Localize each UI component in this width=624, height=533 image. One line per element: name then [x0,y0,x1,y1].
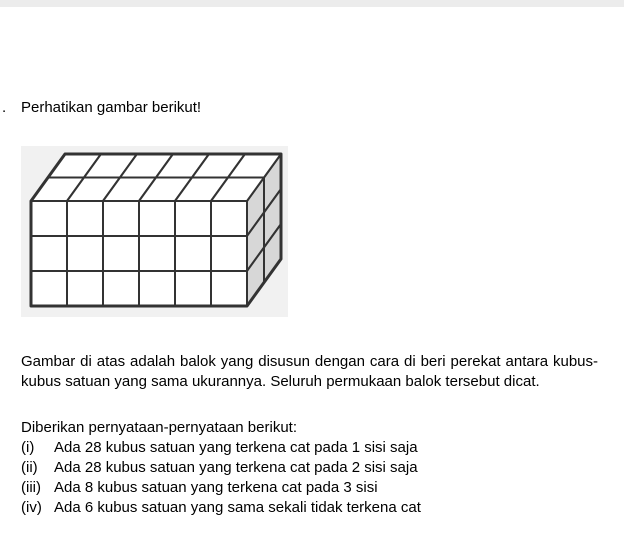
statements-intro: Diberikan pernyataan-pernyataan berikut: [21,419,297,436]
statement-item [21,438,601,458]
statement-text: Ada 28 kubus satuan yang terkena cat pada 1 sisi saja [54,439,418,456]
statement-marker: (i) [21,439,35,456]
balok-figure [21,146,288,317]
question-number-period: . [2,99,7,116]
balok-cuboid-drawing [21,146,288,317]
top-divider-bar [0,0,624,7]
statement-item [21,498,601,518]
statement-text: Ada 6 kubus satuan yang sama sekali tidak terkena cat [54,499,421,516]
description-paragraph: Gambar di atas adalah balok yang disusun dengan cara di beri perekat antara kubus-kubus satuan yang sama ukurannya. Seluruh permukaan balok tersebut dicat. [21,353,598,390]
statement-text: Ada 28 kubus satuan yang terkena cat pada 2 sisi saja [54,459,418,476]
question-heading [2,98,201,118]
statement-item [21,458,601,478]
statement-marker: (ii) [21,459,38,476]
statement-item [21,478,601,498]
statement-text: Ada 8 kubus satuan yang terkena cat pada 3 sisi [54,479,378,496]
question-title: Perhatikan gambar berikut! [21,99,202,116]
statements-list [21,438,601,518]
statement-marker: (iv) [21,499,42,516]
statement-marker: (iii) [21,479,41,496]
